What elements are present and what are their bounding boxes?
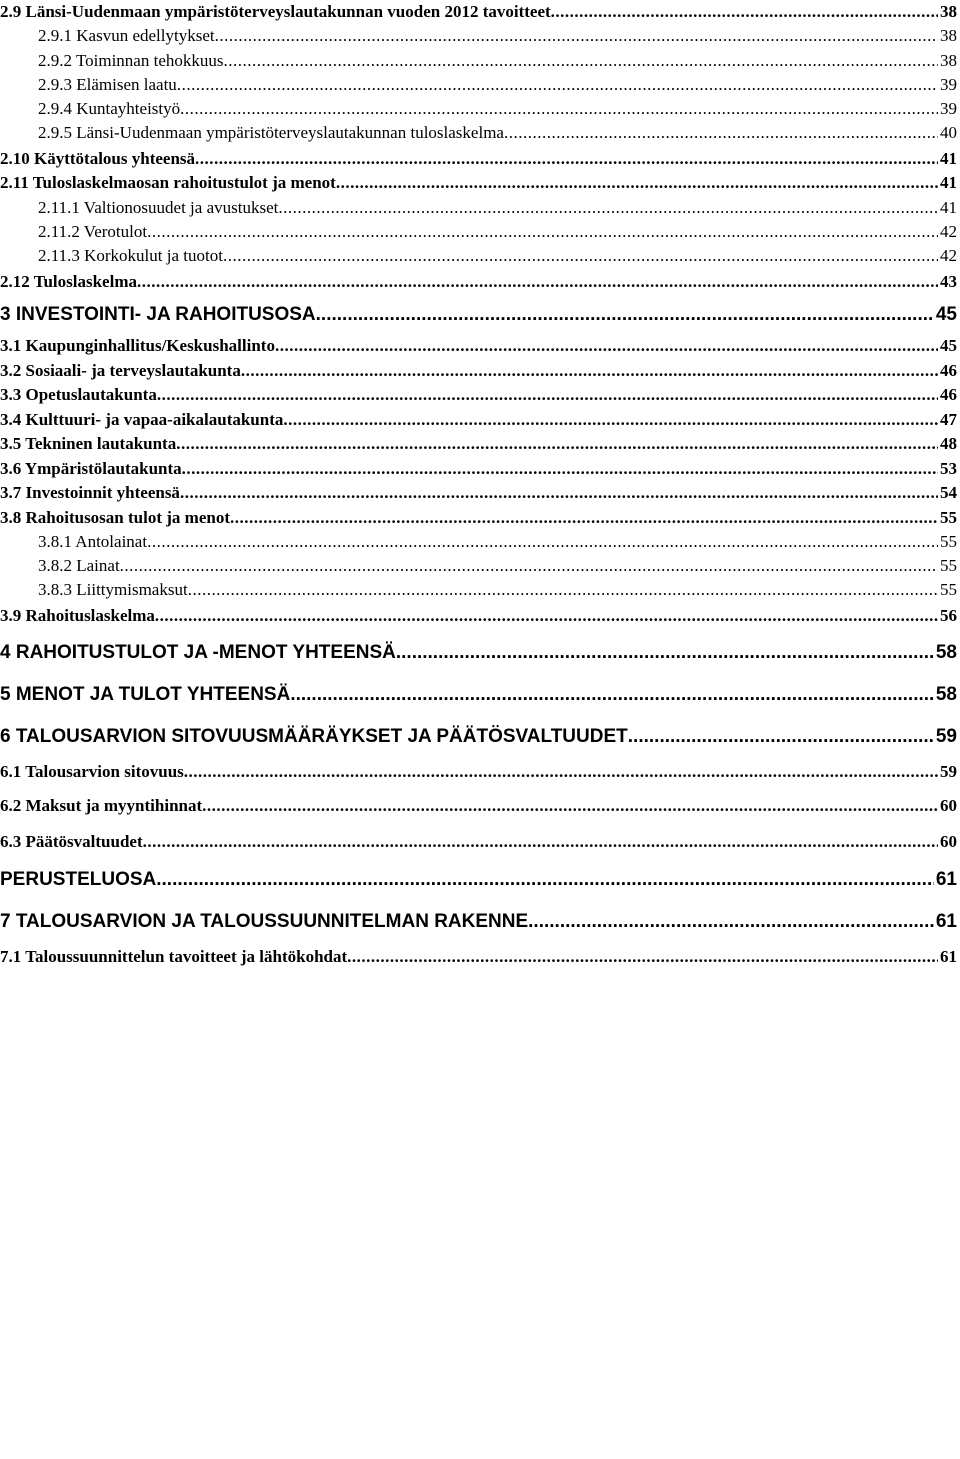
toc-entry[interactable]	[0, 642, 957, 664]
toc-entry-title: 3.8.2 Lainat	[38, 556, 120, 575]
toc-entry-title: 3.4 Kulttuuri- ja vapaa-aikalautakunta	[0, 410, 284, 429]
toc-entry-title: 7 TALOUSARVION JA TALOUSSUUNNITELMAN RAKENNE	[0, 911, 529, 932]
dot-leader	[188, 580, 938, 600]
toc-entry-page-number: 42	[940, 222, 957, 241]
dot-leader	[275, 336, 938, 356]
dot-leader	[156, 869, 934, 891]
toc-entry[interactable]	[0, 304, 957, 326]
toc-entry[interactable]	[0, 532, 957, 552]
toc-entry-title: 3.5 Tekninen lautakunta	[0, 434, 177, 453]
toc-entry-title: 2.11 Tuloslaskelmaosan rahoitustulot ja menot	[0, 173, 336, 192]
toc-entry[interactable]	[0, 173, 957, 193]
toc-entry[interactable]	[0, 832, 957, 852]
toc-entry-title: 3.7 Investoinnit yhteensä	[0, 483, 180, 502]
dot-leader	[230, 508, 938, 528]
dot-leader	[157, 385, 938, 405]
toc-entry-title: 3.1 Kaupunginhallitus/Keskushallinto	[0, 336, 275, 355]
toc-entry[interactable]	[0, 762, 957, 782]
dot-leader	[215, 26, 938, 46]
toc-entry[interactable]	[0, 385, 957, 405]
toc-entry[interactable]	[0, 459, 957, 479]
toc-entry-title: 2.9.1 Kasvun edellytykset	[38, 26, 215, 45]
toc-entry[interactable]	[0, 272, 957, 292]
toc-entry-page-number: 53	[940, 459, 957, 478]
toc-entry-title: 3.8 Rahoitusosan tulot ja menot	[0, 508, 230, 527]
dot-leader	[137, 272, 938, 292]
toc-entry-page-number: 58	[935, 684, 957, 705]
toc-entry-page-number: 45	[935, 304, 957, 325]
dot-leader	[143, 832, 938, 852]
toc-entry[interactable]	[0, 222, 957, 242]
dot-leader	[224, 51, 939, 71]
toc-entry[interactable]	[0, 911, 957, 933]
toc-entry-page-number: 41	[940, 198, 957, 217]
dot-leader	[396, 642, 934, 664]
toc-entry[interactable]	[0, 947, 957, 967]
toc-entry[interactable]	[0, 149, 957, 169]
toc-entry-title: 3.8.3 Liittymismaksut	[38, 580, 188, 599]
toc-entry-page-number: 41	[940, 173, 957, 192]
dot-leader	[223, 246, 938, 266]
toc-entry[interactable]	[0, 2, 957, 22]
dot-leader	[177, 75, 938, 95]
toc-entry-page-number: 38	[940, 26, 957, 45]
toc-entry-page-number: 45	[940, 336, 957, 355]
toc-entry-page-number: 61	[935, 869, 957, 890]
toc-entry[interactable]	[0, 246, 957, 266]
dot-leader	[241, 361, 938, 381]
toc-entry[interactable]	[0, 51, 957, 71]
toc-entry-title: 2.11.1 Valtionosuudet ja avustukset	[38, 198, 279, 217]
toc-entry[interactable]	[0, 361, 957, 381]
toc-entry[interactable]	[0, 684, 957, 706]
toc-entry-title: 2.9.3 Elämisen laatu	[38, 75, 177, 94]
toc-entry[interactable]	[0, 483, 957, 503]
toc-entry-page-number: 55	[940, 532, 957, 551]
toc-entry[interactable]	[0, 796, 957, 816]
toc-entry[interactable]	[0, 434, 957, 454]
dot-leader	[278, 198, 938, 218]
toc-entry-title: 3.6 Ympäristölautakunta	[0, 459, 182, 478]
toc-entry-page-number: 54	[940, 483, 957, 502]
toc-entry-page-number: 48	[940, 434, 957, 453]
dot-leader	[504, 123, 938, 143]
dot-leader	[551, 2, 938, 22]
dot-leader	[120, 556, 938, 576]
toc-entry[interactable]	[0, 123, 957, 143]
dot-leader	[147, 222, 938, 242]
dot-leader	[147, 532, 938, 552]
toc-entry-title: PERUSTELUOSA	[0, 869, 157, 890]
toc-entry[interactable]	[0, 198, 957, 218]
toc-entry-title: 2.9 Länsi-Uudenmaan ympäristöterveyslautakunnan vuoden 2012 tavoitteet	[0, 2, 551, 21]
toc-entry-page-number: 59	[940, 762, 957, 781]
toc-entry-title: 2.11.2 Verotulot	[38, 222, 148, 241]
dot-leader	[316, 304, 934, 326]
toc-entry-title: 2.11.3 Korkokulut ja tuotot	[38, 246, 223, 265]
toc-entry-title: 2.9.2 Toiminnan tehokkuus	[38, 51, 224, 70]
toc-entry-page-number: 55	[940, 580, 957, 599]
toc-entry[interactable]	[0, 726, 957, 748]
toc-entry[interactable]	[0, 26, 957, 46]
dot-leader	[180, 483, 938, 503]
dot-leader	[195, 149, 938, 169]
toc-entry-page-number: 42	[940, 246, 957, 265]
toc-entry-title: 2.10 Käyttötalous yhteensä	[0, 149, 196, 168]
toc-entry-title: 3.8.1 Antolainat	[38, 532, 148, 551]
toc-entry-title: 2.12 Tuloslaskelma	[0, 272, 137, 291]
toc-entry-page-number: 61	[940, 947, 957, 966]
toc-entry-title: 5 MENOT JA TULOT YHTEENSÄ	[0, 684, 291, 705]
dot-leader	[202, 796, 938, 816]
toc-entry-page-number: 55	[940, 556, 957, 575]
toc-entry[interactable]	[0, 75, 957, 95]
toc-entry-page-number: 43	[940, 272, 957, 291]
dot-leader	[336, 173, 938, 193]
toc-entry-title: 6.2 Maksut ja myyntihinnat	[0, 796, 203, 815]
toc-entry-page-number: 59	[935, 726, 957, 747]
toc-entry-page-number: 46	[940, 385, 957, 404]
dot-leader	[290, 684, 934, 706]
dot-leader	[182, 459, 938, 479]
toc-entry[interactable]	[0, 556, 957, 576]
toc-entry-title: 6.1 Talousarvion sitovuus	[0, 762, 184, 781]
toc-entry-page-number: 38	[940, 2, 957, 21]
toc-entry-title: 6.3 Päätösvaltuudet	[0, 832, 143, 851]
toc-entry-page-number: 61	[935, 911, 957, 932]
toc-entry-title: 3.9 Rahoituslaskelma	[0, 606, 155, 625]
toc-entry[interactable]	[0, 410, 957, 430]
dot-leader	[283, 410, 938, 430]
toc-entry-page-number: 39	[940, 99, 957, 118]
dot-leader	[176, 434, 938, 454]
dot-leader	[628, 726, 934, 748]
toc-entry-title: 4 RAHOITUSTULOT JA -MENOT YHTEENSÄ	[0, 642, 396, 663]
dot-leader	[347, 947, 938, 967]
toc-entry-page-number: 56	[940, 606, 957, 625]
toc-entry-title: 3.2 Sosiaali- ja terveyslautakunta	[0, 361, 241, 380]
toc-entry[interactable]	[0, 869, 957, 891]
toc-entry-page-number: 46	[940, 361, 957, 380]
toc-entry-page-number: 40	[940, 123, 957, 142]
dot-leader	[180, 99, 938, 119]
toc-entry[interactable]	[0, 606, 957, 626]
dot-leader	[528, 911, 934, 933]
toc-entry-page-number: 58	[935, 642, 957, 663]
toc-entry[interactable]	[0, 508, 957, 528]
toc-entry[interactable]	[0, 99, 957, 119]
toc-entry-page-number: 47	[940, 410, 957, 429]
toc-entry-page-number: 60	[940, 832, 957, 851]
toc-entry-page-number: 39	[940, 75, 957, 94]
toc-entry-title: 7.1 Taloussuunnittelun tavoitteet ja lähtökohdat	[0, 947, 348, 966]
toc-entry-title: 6 TALOUSARVION SITOVUUSMÄÄRÄYKSET JA PÄÄTÖSVALTUUDET	[0, 726, 628, 747]
toc-entry-title: 2.9.5 Länsi-Uudenmaan ympäristöterveyslautakunnan tuloslaskelma	[38, 123, 504, 142]
toc-entry[interactable]	[0, 580, 957, 600]
toc-entry-title: 3.3 Opetuslautakunta	[0, 385, 157, 404]
toc-entry-title: 3 INVESTOINTI- JA RAHOITUSOSA	[0, 304, 316, 325]
dot-leader	[155, 606, 938, 626]
toc-entry[interactable]	[0, 336, 957, 356]
toc-entry-page-number: 55	[940, 508, 957, 527]
dot-leader	[184, 762, 938, 782]
toc-entry-title: 2.9.4 Kuntayhteistyö	[38, 99, 181, 118]
toc-entry-page-number: 41	[940, 149, 957, 168]
toc-entry-page-number: 60	[940, 796, 957, 815]
toc-entry-page-number: 38	[940, 51, 957, 70]
